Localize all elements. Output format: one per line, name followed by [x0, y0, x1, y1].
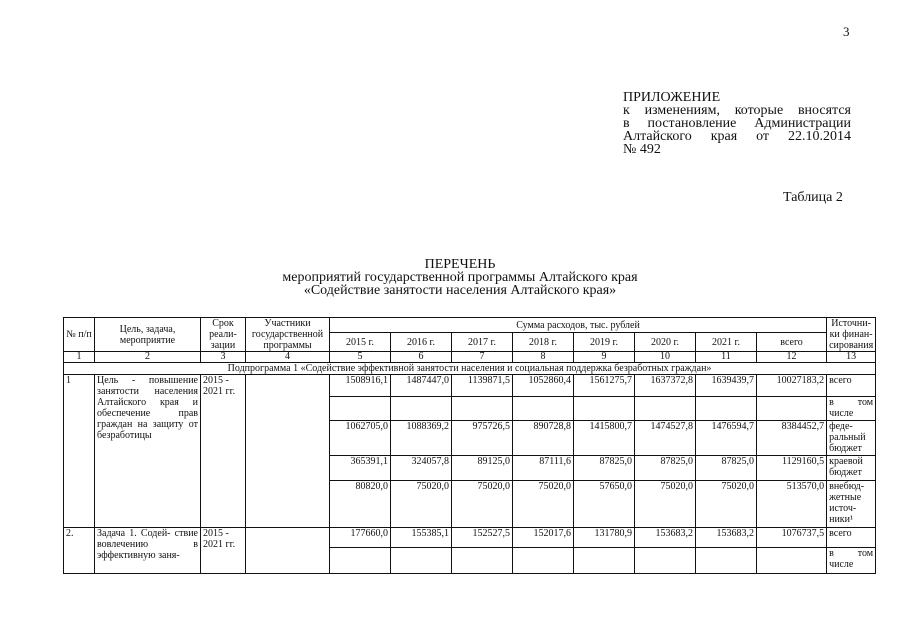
appendix-line: Алтайского края от 22.10.2014: [623, 129, 851, 144]
subprogram-title: Подпрограмма 1 «Содействие эффективной занятости населения и социальная поддержка безработных граждан»: [64, 363, 876, 375]
header-participants: Участники государственной программы: [246, 318, 330, 352]
column-number: 5: [330, 352, 391, 363]
total-cell: 1076737,5: [757, 528, 827, 548]
row-num: 1: [64, 375, 95, 528]
total-cell: [757, 397, 827, 421]
column-number: 12: [757, 352, 827, 363]
title-line: мероприятий государственной программы Алтайского края: [282, 270, 638, 285]
value-cell: 975726,5: [452, 421, 513, 456]
value-cell: 75020,0: [696, 481, 757, 528]
value-cell: 1637372,8: [635, 375, 696, 397]
column-number: 1: [64, 352, 95, 363]
header-year: 2015 г.: [330, 333, 391, 352]
value-cell: [635, 548, 696, 574]
column-number: 13: [827, 352, 876, 363]
value-cell: 1639439,7: [696, 375, 757, 397]
table-row: [64, 528, 876, 548]
column-number: 9: [574, 352, 635, 363]
value-cell: 75020,0: [513, 481, 574, 528]
value-cell: 324057,8: [391, 456, 452, 481]
title-line: «Содействие занятости населения Алтайского края»: [303, 283, 617, 298]
value-cell: 1052860,4: [513, 375, 574, 397]
column-number: 11: [696, 352, 757, 363]
value-cell: 87825,0: [635, 456, 696, 481]
value-cell: [696, 548, 757, 574]
title-line: ПЕРЕЧЕНЬ: [424, 257, 496, 272]
total-cell: 1129160,5: [757, 456, 827, 481]
column-number: 7: [452, 352, 513, 363]
row-goal: Задача 1. Содей- ствие вовлечению в эффективную заня-: [95, 528, 201, 574]
value-cell: 89125,0: [452, 456, 513, 481]
source-cell: феде- ральный бюджет: [827, 421, 876, 456]
header-term: Срок реали- зации: [201, 318, 246, 352]
value-cell: [574, 397, 635, 421]
row-num: 2.: [64, 528, 95, 574]
value-cell: 57650,0: [574, 481, 635, 528]
column-number: 8: [513, 352, 574, 363]
header-sources: Источни- ки финан- сирования: [827, 318, 876, 352]
appendix-block: [623, 91, 851, 156]
header-sum: Сумма расходов, тыс. рублей: [330, 318, 827, 333]
row-term: 2015 - 2021 гг.: [201, 528, 246, 574]
header-num: № п/п: [64, 318, 95, 352]
row-participants: [246, 528, 330, 574]
header-year: 2020 г.: [635, 333, 696, 352]
value-cell: [330, 548, 391, 574]
value-cell: 1062705,0: [330, 421, 391, 456]
value-cell: 1474527,8: [635, 421, 696, 456]
value-cell: [391, 397, 452, 421]
header-total: всего: [757, 333, 827, 352]
value-cell: 75020,0: [452, 481, 513, 528]
header-year: 2016 г.: [391, 333, 452, 352]
column-number: 10: [635, 352, 696, 363]
column-number: 6: [391, 352, 452, 363]
value-cell: [696, 397, 757, 421]
header-year: 2018 г.: [513, 333, 574, 352]
value-cell: 1476594,7: [696, 421, 757, 456]
value-cell: 1415800,7: [574, 421, 635, 456]
value-cell: [330, 397, 391, 421]
appendix-body: [623, 104, 851, 156]
source-cell: внебюд- жетные источ- ники¹: [827, 481, 876, 528]
appendix-line: в постановление Администрации: [623, 116, 851, 131]
header-year: 2019 г.: [574, 333, 635, 352]
value-cell: 365391,1: [330, 456, 391, 481]
value-cell: 1508916,1: [330, 375, 391, 397]
source-cell: всего: [827, 375, 876, 397]
row-term: 2015 - 2021 гг.: [201, 375, 246, 528]
column-number: 4: [246, 352, 330, 363]
value-cell: 87111,6: [513, 456, 574, 481]
value-cell: [391, 548, 452, 574]
row-participants: [246, 375, 330, 528]
header-goal: Цель, задача, мероприятие: [95, 318, 201, 352]
value-cell: 155385,1: [391, 528, 452, 548]
source-cell: в том числе: [827, 548, 876, 574]
events-table: [63, 317, 876, 574]
table-row: [64, 375, 876, 397]
total-cell: 10027183,2: [757, 375, 827, 397]
value-cell: 75020,0: [635, 481, 696, 528]
column-number: 3: [201, 352, 246, 363]
page-number: 3: [843, 24, 850, 39]
value-cell: 177660,0: [330, 528, 391, 548]
appendix-heading: ПРИЛОЖЕНИЕ: [623, 90, 721, 105]
value-cell: 890728,8: [513, 421, 574, 456]
total-cell: 8384452,7: [757, 421, 827, 456]
column-number-row: [64, 352, 876, 363]
source-cell: в том числе: [827, 397, 876, 421]
column-number: 2: [95, 352, 201, 363]
value-cell: 1487447,0: [391, 375, 452, 397]
value-cell: 131780,9: [574, 528, 635, 548]
table-label: Таблица 2: [783, 190, 843, 205]
total-cell: 513570,0: [757, 481, 827, 528]
value-cell: 87825,0: [696, 456, 757, 481]
source-cell: краевой бюджет: [827, 456, 876, 481]
header-year: 2021 г.: [696, 333, 757, 352]
value-cell: 152527,5: [452, 528, 513, 548]
value-cell: [452, 548, 513, 574]
value-cell: 1088369,2: [391, 421, 452, 456]
header-year: 2017 г.: [452, 333, 513, 352]
value-cell: [513, 397, 574, 421]
subprogram-row: [64, 363, 876, 375]
value-cell: [513, 548, 574, 574]
value-cell: 1139871,5: [452, 375, 513, 397]
appendix-line: к изменениям, которые вносятся: [623, 103, 851, 118]
total-cell: [757, 548, 827, 574]
value-cell: 80820,0: [330, 481, 391, 528]
value-cell: 75020,0: [391, 481, 452, 528]
value-cell: 153683,2: [696, 528, 757, 548]
source-cell: всего: [827, 528, 876, 548]
appendix-line: № 492: [623, 142, 661, 157]
value-cell: 153683,2: [635, 528, 696, 548]
document-title: [230, 258, 690, 297]
value-cell: 87825,0: [574, 456, 635, 481]
value-cell: 152017,6: [513, 528, 574, 548]
value-cell: [635, 397, 696, 421]
value-cell: [452, 397, 513, 421]
value-cell: 1561275,7: [574, 375, 635, 397]
row-goal: Цель - повышение занятости населения Алтайского края и обеспечение прав граждан на защиту от безработицы: [95, 375, 201, 528]
value-cell: [574, 548, 635, 574]
